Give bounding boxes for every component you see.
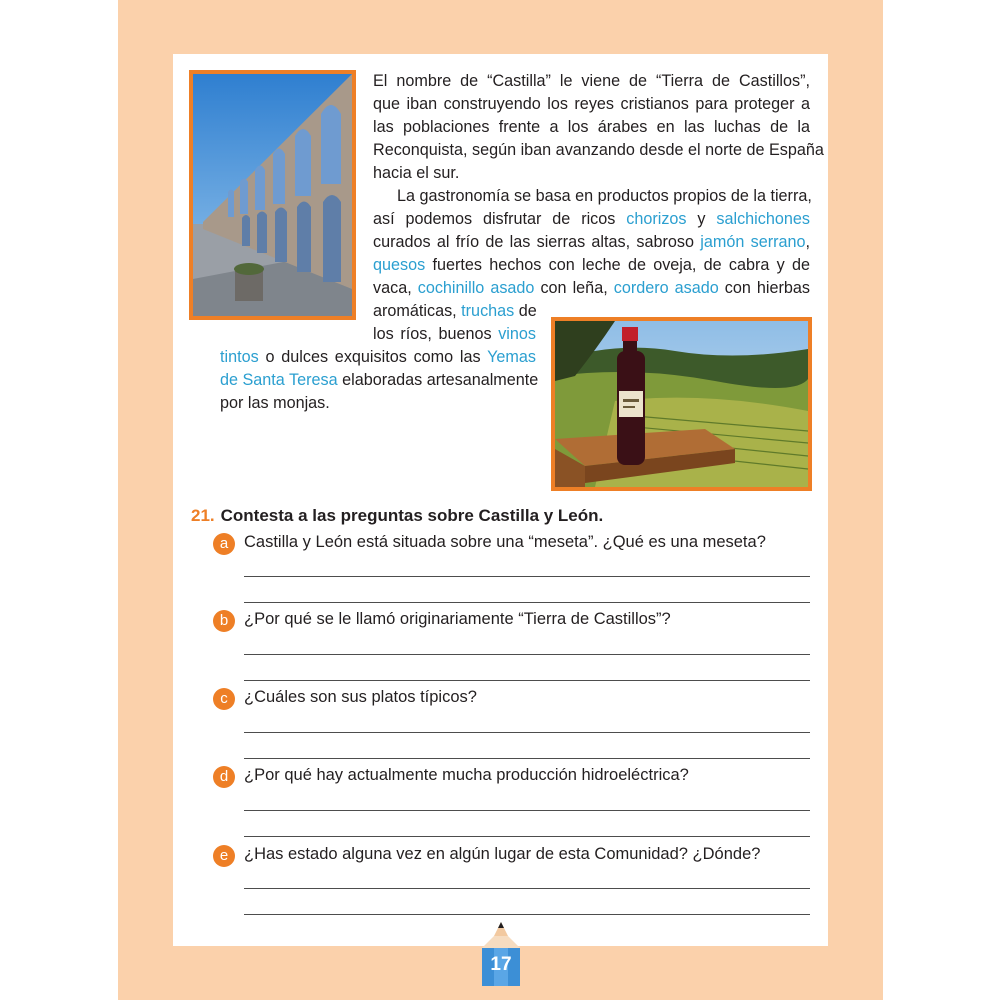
aqueduct-photo bbox=[189, 70, 356, 320]
exercise-title bbox=[191, 506, 603, 526]
wine-bottle-vineyard-photo bbox=[551, 317, 812, 491]
question-a-badge: a bbox=[213, 533, 235, 555]
answer-line-b2[interactable] bbox=[244, 680, 810, 681]
reading-line bbox=[397, 185, 810, 208]
food-keyword: chorizos bbox=[626, 210, 687, 228]
reading-line bbox=[373, 277, 810, 300]
answer-line-d2[interactable] bbox=[244, 836, 810, 837]
reading-text-segment: La gastronomía se basa en productos propios de la tierra, bbox=[397, 187, 812, 205]
answer-line-e2[interactable] bbox=[244, 914, 810, 915]
reading-line bbox=[373, 70, 810, 93]
exercise-title-text: Contesta a las preguntas sobre Castilla y León. bbox=[220, 506, 604, 525]
reading-line bbox=[373, 208, 810, 231]
answer-line-c2[interactable] bbox=[244, 758, 810, 759]
reading-text-segment: y bbox=[686, 210, 717, 228]
answer-line-a2[interactable] bbox=[244, 602, 810, 603]
page-number: 17 bbox=[490, 954, 512, 975]
reading-text-segment: curados al frío de las sierras altas, sabroso bbox=[373, 233, 701, 251]
reading-line bbox=[373, 300, 536, 323]
food-keyword: Yemas bbox=[487, 348, 536, 366]
reading-line bbox=[220, 392, 536, 415]
food-keyword: tintos bbox=[220, 348, 259, 366]
reading-line bbox=[373, 93, 810, 116]
food-keyword: vinos bbox=[498, 325, 536, 343]
answer-line-c1[interactable] bbox=[244, 732, 810, 733]
question-c-text: ¿Cuáles son sus platos típicos? bbox=[244, 688, 477, 706]
food-keyword: truchas bbox=[461, 302, 515, 320]
reading-text-segment: aromáticas, bbox=[373, 302, 462, 320]
food-keyword: salchichones bbox=[716, 210, 810, 228]
reading-text-segment: El nombre de “Castilla” le viene de “Tierra de Castillos”, bbox=[373, 72, 810, 90]
question-d-text: ¿Por qué hay actualmente mucha producción hidroeléctrica? bbox=[244, 766, 689, 784]
reading-line bbox=[373, 254, 810, 277]
food-keyword: jamón serrano bbox=[700, 233, 806, 251]
food-keyword: quesos bbox=[373, 256, 426, 274]
reading-text-segment: así podemos disfrutar de ricos bbox=[373, 210, 627, 228]
reading-line bbox=[373, 116, 810, 139]
reading-text-segment: de bbox=[514, 302, 537, 320]
reading-text-segment: fuertes hechos con leche de oveja, de cabra y de bbox=[425, 256, 810, 274]
reading-text-segment: elaboradas artesanalmente bbox=[337, 371, 539, 389]
reading-text-segment: o dulces exquisitos como las bbox=[258, 348, 488, 366]
reading-text-segment: , bbox=[805, 233, 810, 251]
reading-line bbox=[373, 139, 824, 162]
answer-line-a1[interactable] bbox=[244, 576, 810, 577]
question-c-badge: c bbox=[213, 688, 235, 710]
food-keyword: cordero asado bbox=[613, 279, 719, 297]
reading-text-segment: hacia el sur. bbox=[373, 164, 460, 182]
reading-text-segment: vaca, bbox=[373, 279, 418, 297]
reading-line bbox=[220, 369, 539, 392]
food-keyword: cochinillo asado bbox=[417, 279, 535, 297]
answer-line-e1[interactable] bbox=[244, 888, 810, 889]
reading-line bbox=[373, 323, 536, 346]
question-e-badge: e bbox=[213, 845, 235, 867]
exercise-number: 21. bbox=[191, 506, 215, 525]
food-keyword: de Santa Teresa bbox=[220, 371, 338, 389]
reading-text-segment: por las monjas. bbox=[220, 394, 330, 412]
reading-line bbox=[373, 231, 810, 254]
reading-line bbox=[373, 162, 810, 185]
reading-text-segment: Reconquista, según iban avanzando desde el norte de España bbox=[373, 141, 824, 159]
reading-text-segment: con hierbas bbox=[718, 279, 810, 297]
reading-text-segment: los ríos, buenos bbox=[373, 325, 499, 343]
question-e-text: ¿Has estado alguna vez en algún lugar de esta Comunidad? ¿Dónde? bbox=[244, 845, 761, 863]
answer-line-d1[interactable] bbox=[244, 810, 810, 811]
reading-text-segment: que iban construyendo los reyes cristianos para proteger a bbox=[373, 95, 810, 113]
question-b-badge: b bbox=[213, 610, 235, 632]
reading-text-segment: con leña, bbox=[534, 279, 614, 297]
question-a-text: Castilla y León está situada sobre una “meseta”. ¿Qué es una meseta? bbox=[244, 533, 766, 551]
reading-text-segment: las poblaciones frente a los árabes en las luchas de la bbox=[373, 118, 810, 136]
question-d-badge: d bbox=[213, 766, 235, 788]
answer-line-b1[interactable] bbox=[244, 654, 810, 655]
question-b-text: ¿Por qué se le llamó originariamente “Tierra de Castillos”? bbox=[244, 610, 671, 628]
reading-line bbox=[220, 346, 536, 369]
